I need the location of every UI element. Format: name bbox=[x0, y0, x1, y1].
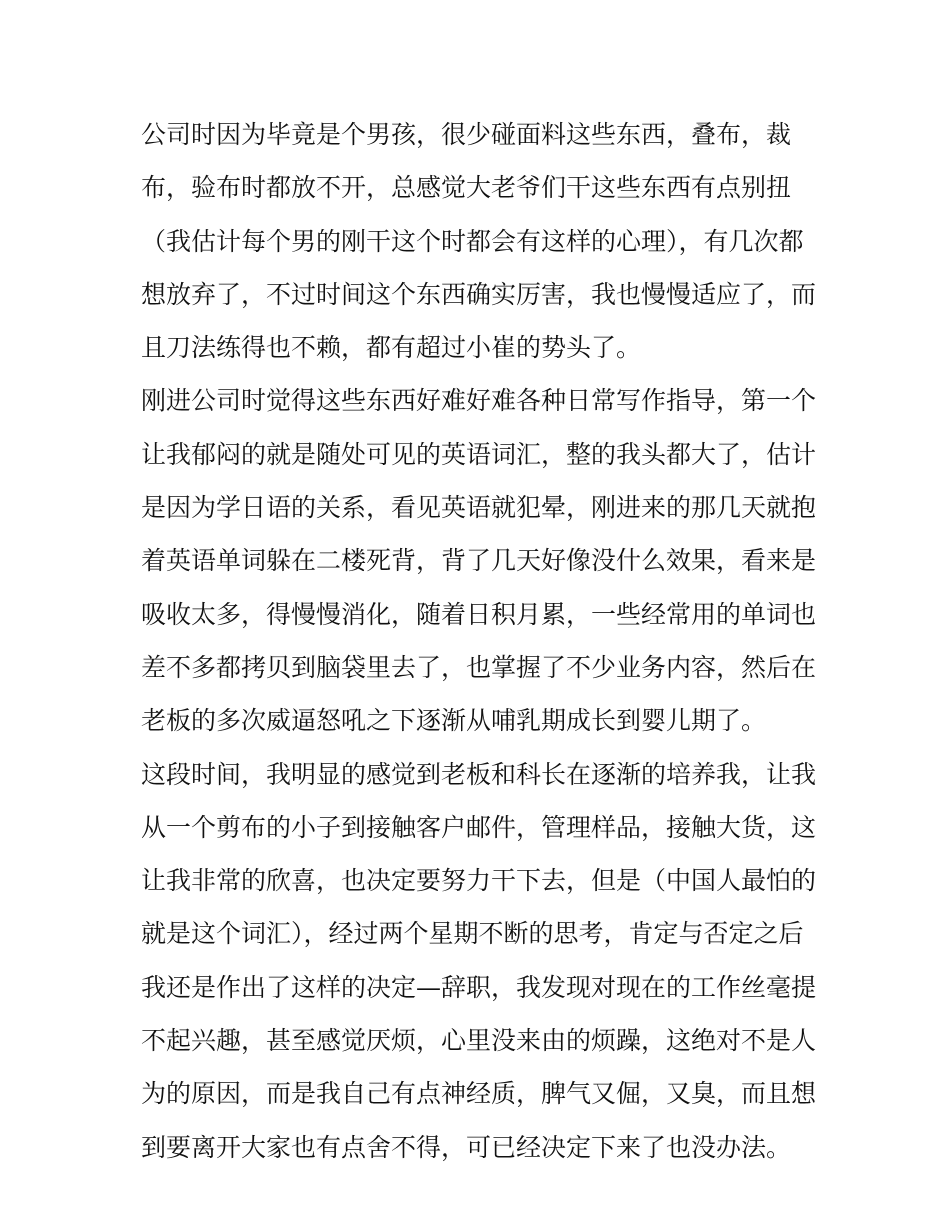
text-line: （我估计每个男的刚干这个时都会有这样的心理），有几次都 bbox=[141, 226, 804, 256]
text-line: 让我郁闷的就是随处可见的英语词汇，整的我头都大了，估计 bbox=[141, 439, 817, 469]
text-line: 从一个剪布的小子到接触客户邮件，管理样品，接触大货，这 bbox=[141, 812, 817, 842]
text-line: 这段时间，我明显的感觉到老板和科长在逐渐的培养我，让我 bbox=[141, 759, 817, 789]
body-text bbox=[141, 108, 817, 1174]
text-line: 为的原因，而是我自己有点神经质，脾气又倔，又臭，而且想 bbox=[141, 1079, 817, 1109]
text-line: 让我非常的欣喜，也决定要努力干下去，但是（中国人最怕的 bbox=[141, 866, 817, 896]
text-line: 到要离开大家也有点舍不得，可已经决定下来了也没办法。 bbox=[141, 1132, 792, 1162]
text-line: 是因为学日语的关系，看见英语就犯晕，刚进来的那几天就抱 bbox=[141, 493, 817, 523]
text-line: 不起兴趣，甚至感觉厌烦，心里没来由的烦躁，这绝对不是人 bbox=[141, 1026, 817, 1056]
text-line: 想放弃了，不过时间这个东西确实厉害，我也慢慢适应了，而 bbox=[141, 279, 817, 309]
text-line: 且刀法练得也不赖，都有超过小崔的势头了。 bbox=[141, 333, 642, 363]
text-line: 布，验布时都放不开，总感觉大老爷们干这些东西有点别扭 bbox=[141, 173, 792, 203]
text-line: 我还是作出了这样的决定—辞职，我发现对现在的工作丝毫提 bbox=[141, 972, 817, 1002]
text-line: 公司时因为毕竟是个男孩，很少碰面料这些东西，叠布，裁 bbox=[141, 120, 792, 149]
text-line: 吸收太多，得慢慢消化，随着日积月累，一些经常用的单词也 bbox=[141, 599, 817, 629]
text-line: 差不多都拷贝到脑袋里去了，也掌握了不少业务内容，然后在 bbox=[141, 652, 817, 682]
text-line: 老板的多次威逼怒吼之下逐渐从哺乳期成长到婴儿期了。 bbox=[141, 706, 767, 736]
text-line: 着英语单词躲在二楼死背，背了几天好像没什么效果，看来是 bbox=[141, 546, 817, 576]
text-line: 就是这个词汇），经过两个星期不断的思考，肯定与否定之后 bbox=[141, 919, 804, 949]
text-line: 刚进公司时觉得这些东西好难好难各种日常写作指导，第一个 bbox=[141, 386, 817, 416]
